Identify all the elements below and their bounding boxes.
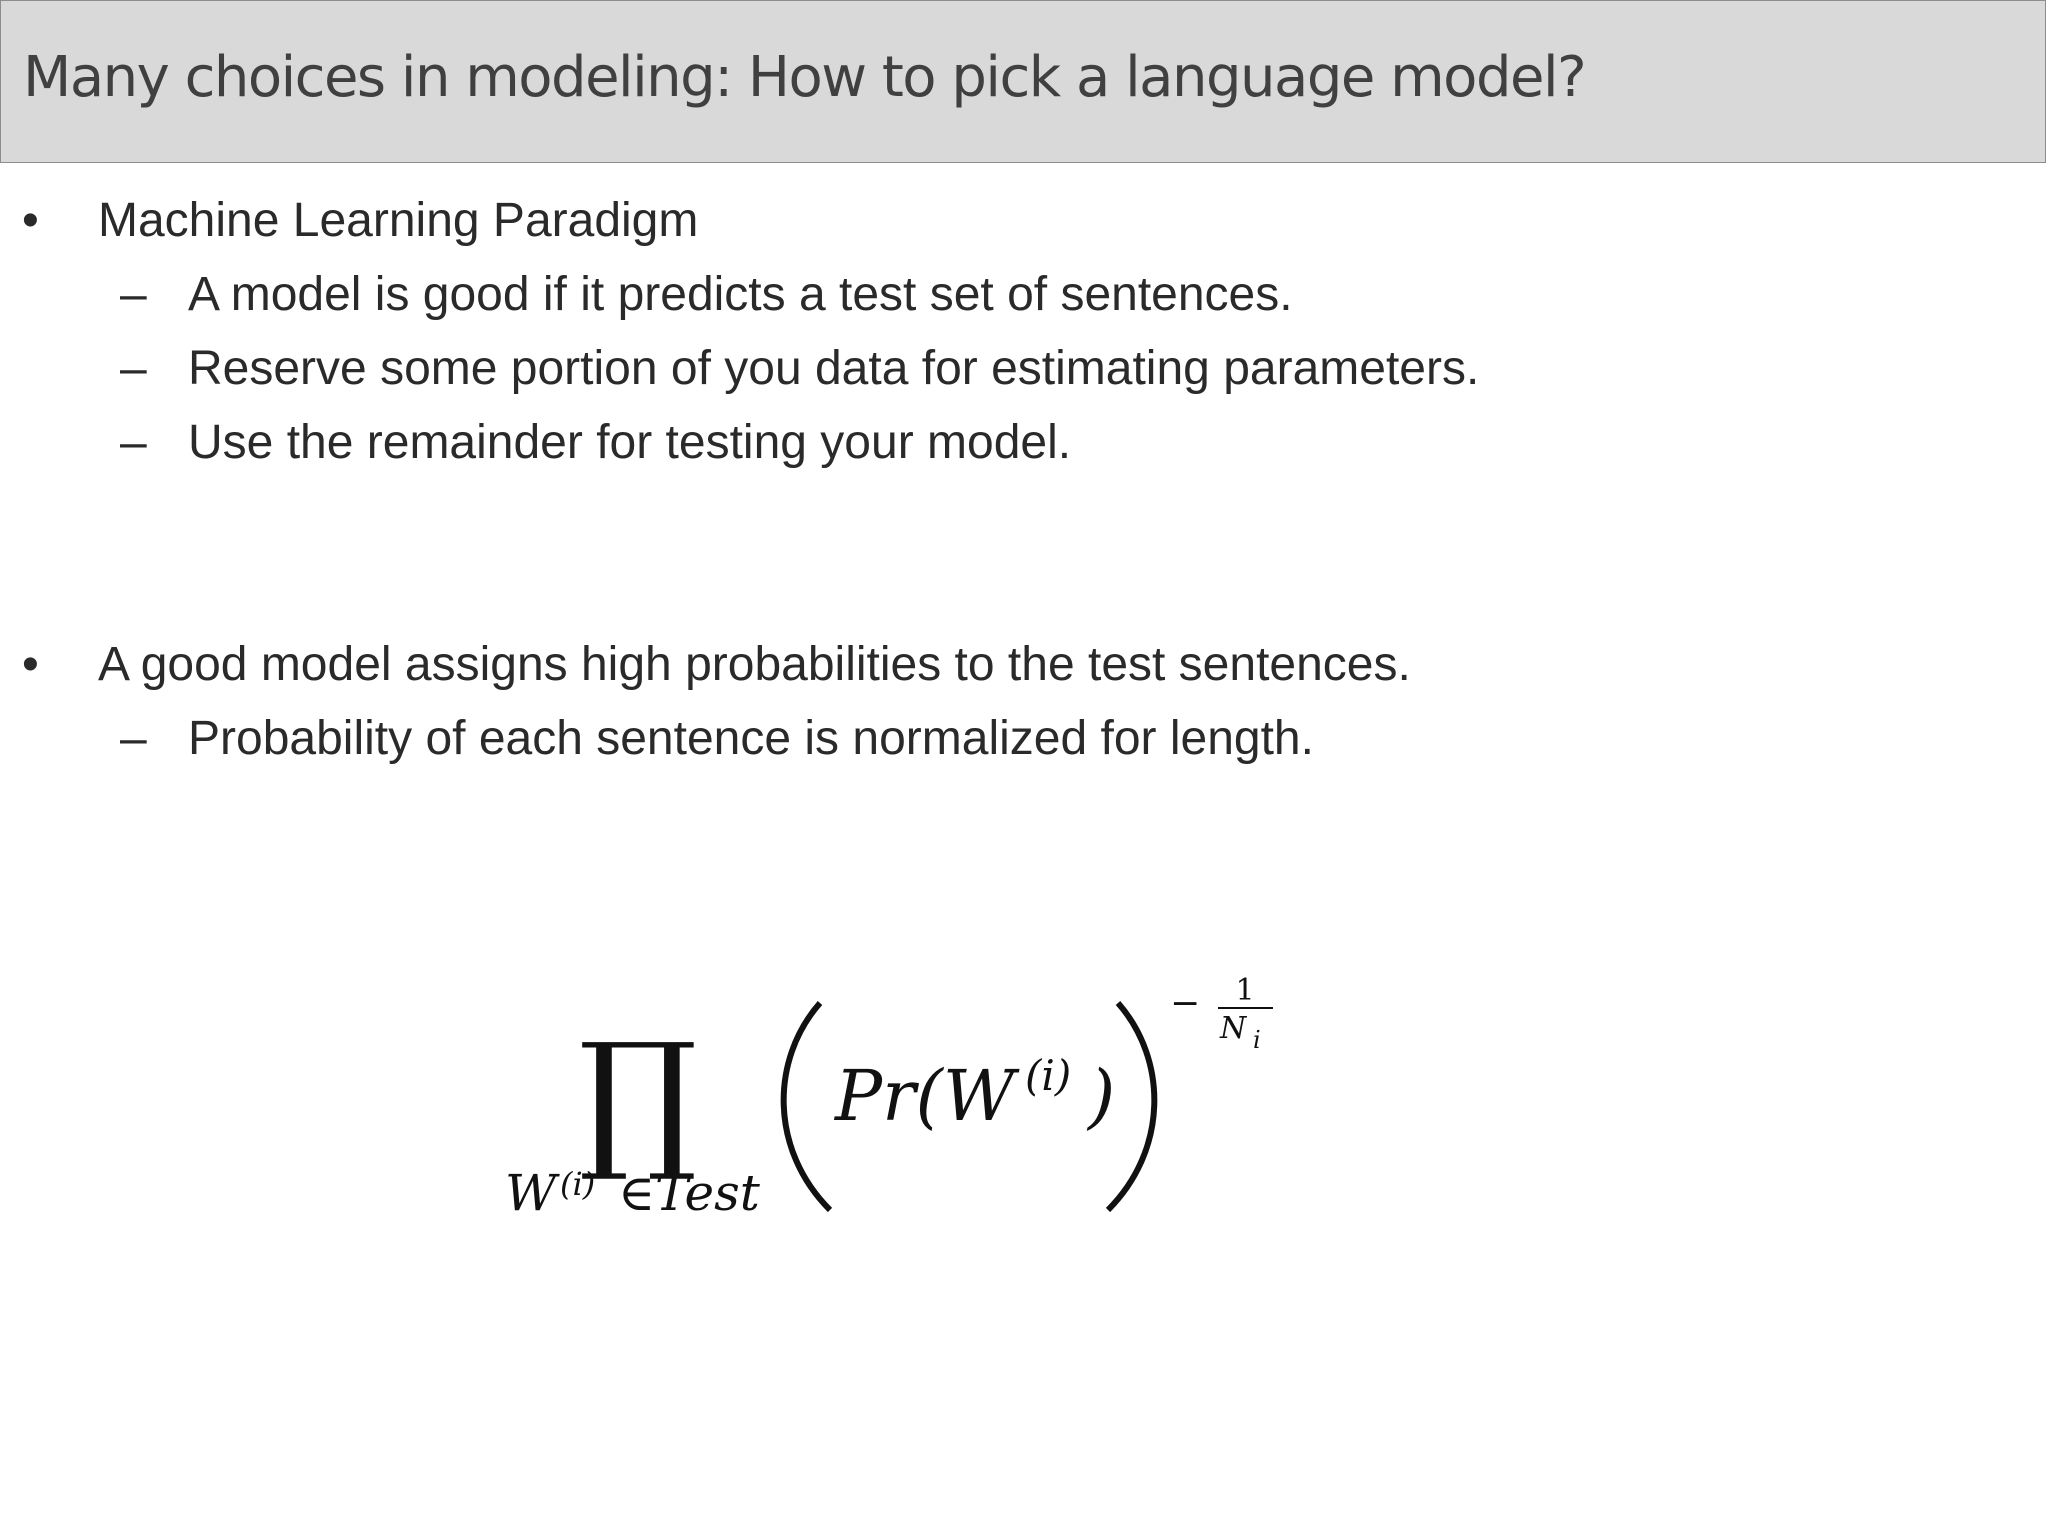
slide-title: Many choices in modeling: How to pick a language model? — [23, 45, 1586, 110]
sub-bullet-item-1-1 — [120, 268, 1293, 321]
sub-bullet-item-1-2 — [120, 342, 1480, 395]
exponent-numerator: 1 — [1235, 973, 1255, 1008]
sub-bullet-marker: – — [120, 416, 147, 469]
product-subscript-rest: ∈Test — [618, 1164, 760, 1222]
bullet-text: A good model assigns high probabilities to the test sentences. — [98, 638, 1411, 691]
product-subscript-base: W — [505, 1164, 557, 1222]
sub-bullet-marker: – — [120, 342, 147, 395]
sub-bullet-text: Probability of each sentence is normalized for length. — [188, 712, 1314, 765]
exponent-denominator-sub: i — [1253, 1026, 1261, 1054]
bullet-text: Machine Learning Paradigm — [98, 194, 699, 247]
title-bar — [0, 0, 2046, 163]
sub-bullet-marker: – — [120, 268, 147, 321]
exponent-denominator-base: N — [1220, 1011, 1247, 1046]
formula-body-sup: (i) — [1025, 1051, 1072, 1100]
formula-body-close: ) — [1088, 1055, 1116, 1137]
product-subscript-sup: (i) — [560, 1165, 596, 1203]
sub-bullet-item-2-1 — [120, 712, 1314, 765]
bullet-item-2 — [22, 638, 1411, 691]
left-paren — [784, 1003, 830, 1210]
sub-bullet-text: Use the remainder for testing your model. — [188, 416, 1072, 469]
bullet-item-1 — [22, 194, 699, 247]
sub-bullet-item-1-3 — [120, 416, 1072, 469]
bullet-marker: • — [22, 638, 39, 691]
formula-body: Pr(W — [835, 1055, 1015, 1137]
right-paren — [1108, 1003, 1154, 1210]
bullet-marker: • — [22, 194, 39, 247]
sub-bullet-marker: – — [120, 712, 147, 765]
sub-bullet-text: A model is good if it predicts a test set of sentences. — [188, 268, 1293, 321]
sub-bullet-text: Reserve some portion of you data for estimating parameters. — [188, 342, 1480, 395]
exponent-sign: − — [1170, 983, 1201, 1024]
product-operator: ∏ — [578, 1012, 698, 1186]
